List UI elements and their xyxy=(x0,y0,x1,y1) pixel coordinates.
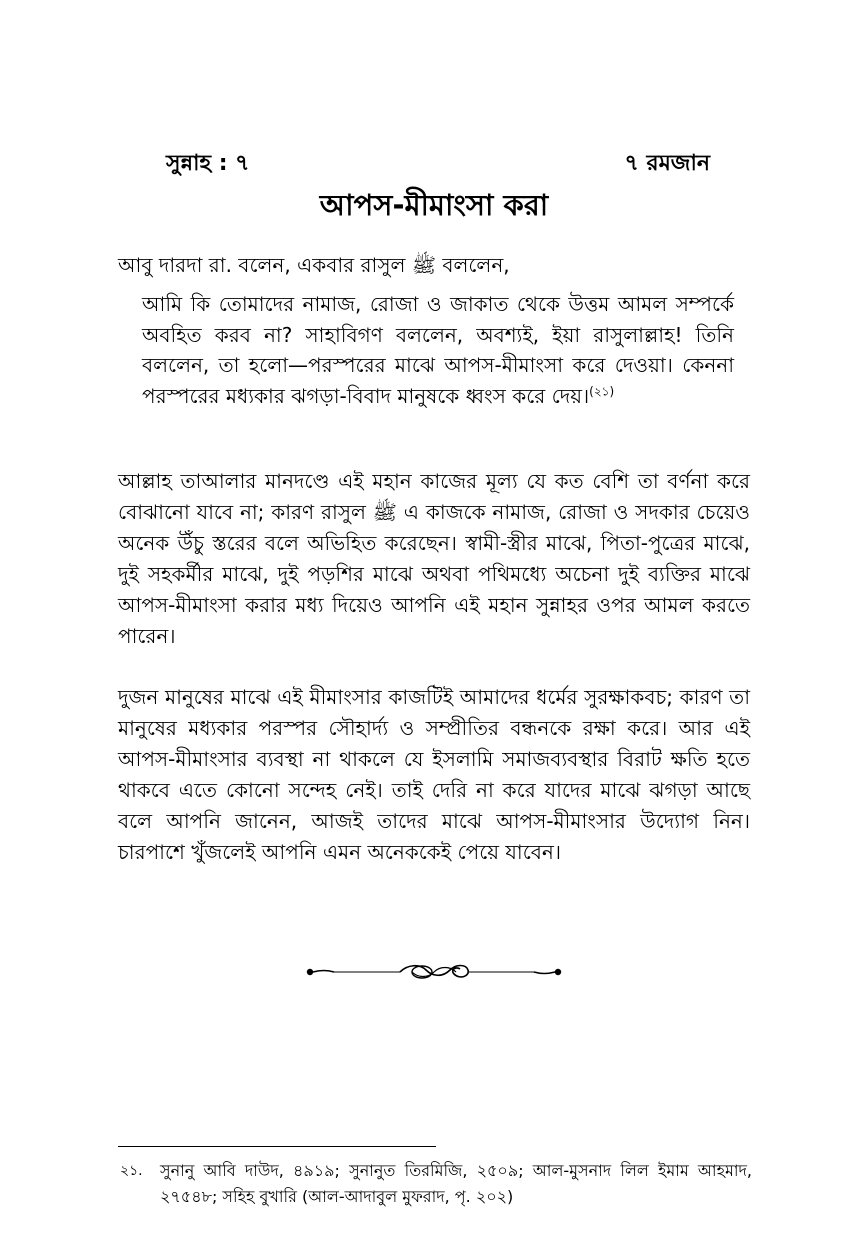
body-paragraph: আল্লাহ তাআলার মানদণ্ডে এই মহান কাজের মূল্য যে কত বেশি তা বর্ণনা করে বোঝানো যাবে না; কারণ রাসুল ﷺ এ কাজকে নামাজ, রোজা ও সদকার চেয়েও অনেক উঁচু স্তরের বলে অভিহিত করেছেন। স্বামী-স্ত্রীর মাঝে, পিতা-পুত্রের মাঝে, দুই সহকর্মীর মাঝে, দুই পড়শির মাঝে অথবা পথিমধ্যে অচেনা দুই ব্যক্তির মাঝে আপস-মীমাংসা করার মধ্য দিয়েও আপনি এই মহান সুন্নাহর ওপর আমল করতে পারেন। xyxy=(118,469,750,648)
running-head-date: ৭ রমজান xyxy=(624,151,710,176)
hadith-quote xyxy=(142,289,734,411)
footnote-number: ২১. xyxy=(120,1163,143,1179)
footnote-text: সুনানু আবি দাউদ, ৪৯১৯; সুনানুত তিরমিজি, ২৫০৯; আল-মুসনাদ লিল ইমাম আহমাদ, ২৭৫৪৮; সহিহ বুখারি (আল-আদাবুল মুফরাদ, পৃ. ২০২) xyxy=(160,1161,752,1206)
hadith-text: আমি কি তোমাদের নামাজ, রোজা ও জাকাত থেকে উত্তম আমল সম্পর্কে অবহিত করব না? সাহাবিগণ বললেন, অবশ্যই, ইয়া রাসুলাল্লাহ! তিনি বললেন, তা হলো—পরস্পরের মাঝে আপস-মীমাংসা করে দেওয়া। কেননা পরস্পরের মধ্যকার ঝগড়া-বিবাদ মানুষকে ধ্বংস করে দেয়। xyxy=(142,292,734,408)
footnote-separator-rule xyxy=(118,1146,436,1147)
hadith-intro: আবু দারদা রা. বলেন, একবার রাসুল ﷺ বললেন, xyxy=(118,253,510,277)
section-ornament-divider xyxy=(304,958,564,986)
footnote-reference-marker: (২১) xyxy=(589,383,615,398)
body-paragraph: দুজন মানুষের মাঝে এই মীমাংসার কাজটিই আমাদের ধর্মের সুরক্ষাকবচ; কারণ তা মানুষের মধ্যকার পরস্পর সৌহার্দ্য ও সম্প্রীতির বন্ধনকে রক্ষা করে। আর এই আপস-মীমাংসার ব্যবস্থা না থাকলে যে ইসলামি সমাজব্যবস্থার বিরাট ক্ষতি হতে থাকবে এতে কোনো সন্দেহ নেই। তাই দেরি না করে যাদের মাঝে ঝগড়া আছে বলে আপনি জানেন, আজই তাদের মাঝে আপস-মীমাংসার উদ্যোগ নিন। চারপাশে খুঁজলেই আপনি এমন অনেককেই পেয়ে যাবেন। xyxy=(118,685,750,864)
running-head-sunnah-number: সুন্নাহ : ৭ xyxy=(166,151,250,176)
chapter-title: আপস-মীমাংসা করা xyxy=(319,188,549,222)
